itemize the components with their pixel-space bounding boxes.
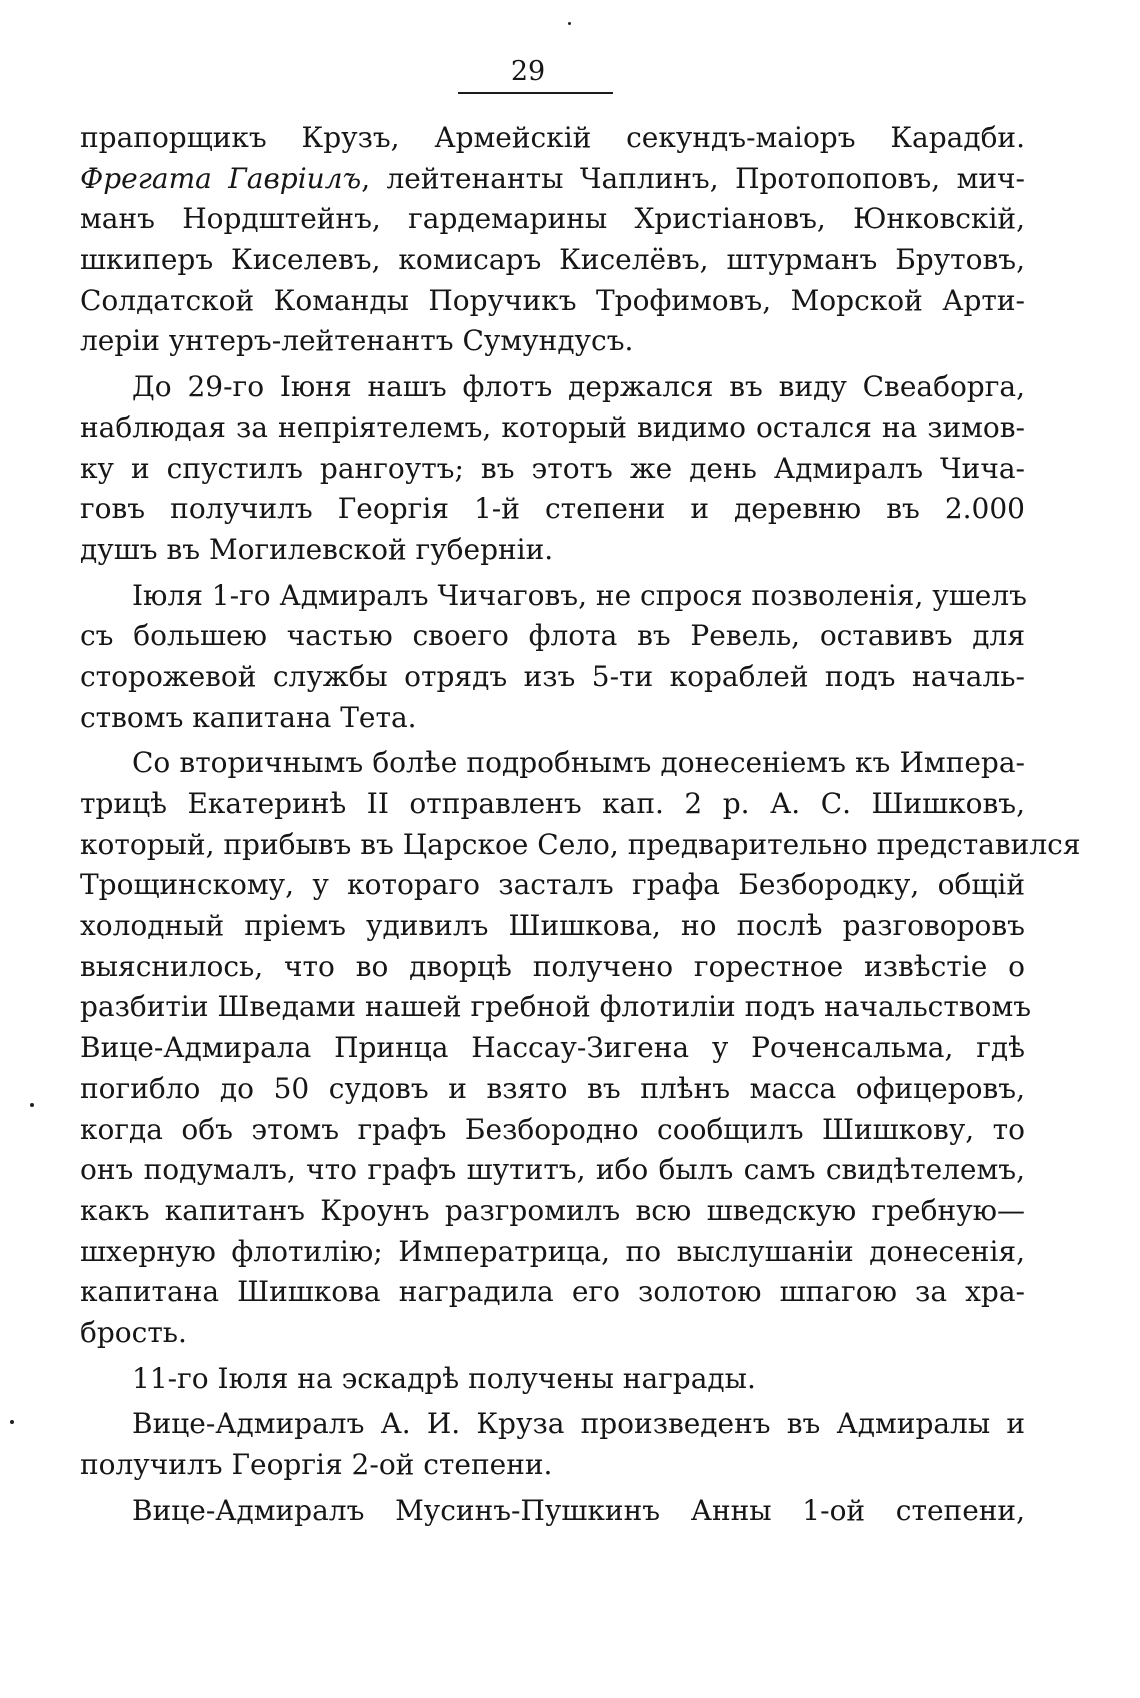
text-line	[80, 1491, 1025, 1532]
paragraph	[80, 367, 1025, 570]
line-text: шхерную флотилію; Императрица, по выслушаніи донесенія,	[80, 1234, 1025, 1268]
text-line	[80, 321, 1025, 362]
text-line	[80, 159, 1025, 200]
line-text: получилъ Георгія 2-ой степени.	[80, 1448, 553, 1481]
line-text: сторожевой службы отрядъ изъ 5-ти кораблей подъ началь-	[80, 659, 1025, 693]
text-line	[80, 1445, 1025, 1486]
page-number: 29	[510, 56, 546, 87]
line-text: манъ Нордштейнъ, гардемарины Христіановъ, Юнковскій,	[80, 202, 1025, 236]
paragraph	[80, 1404, 1025, 1485]
paragraph	[80, 1491, 1025, 1532]
text-line	[80, 489, 1025, 530]
line-text: холодный пріемъ удивилъ Шишкова, но послѣ разговоровъ	[80, 909, 1025, 943]
text-line	[80, 825, 1081, 866]
text-line	[80, 947, 1025, 988]
text-line	[80, 865, 1025, 906]
text-line	[80, 1359, 1025, 1400]
line-text: говъ получилъ Георгія 1-й степени и деревню въ 2.000	[80, 492, 1025, 526]
text-line	[80, 743, 1025, 784]
text-line	[80, 1313, 1025, 1354]
line-text: Іюля 1-го Адмиралъ Чичаговъ, не спрося позволенія, ушелъ	[132, 578, 1027, 612]
line-text: погибло до 50 судовъ и взято въ плѣнъ масса офицеровъ,	[80, 1071, 1025, 1105]
line-text: выяснилось, что во дворцѣ получено горестное извѣстіе о	[80, 949, 1025, 983]
text-line	[80, 1191, 1025, 1232]
line-text: Солдатской Команды Поручикъ Трофимовъ, Морской Арти-	[80, 283, 1025, 317]
line-text: Трощинскому, у котораго засталъ графа Безбородку, общій	[80, 868, 1025, 902]
page-number-rule	[458, 92, 613, 94]
text-line	[80, 281, 1025, 322]
body-text	[80, 118, 1081, 1531]
text-line	[80, 1232, 1025, 1273]
line-text: когда объ этомъ графъ Безбородно сообщилъ Шишкову, то	[80, 1112, 1025, 1146]
line-text: трицѣ Екатеринѣ II отправленъ кап. 2 р. А. С. Шишковъ,	[80, 787, 1025, 820]
text-line	[80, 784, 1025, 825]
text-line	[80, 1272, 1025, 1313]
line-text: онъ подумалъ, что графъ шутитъ, ибо былъ самъ свидѣтелемъ,	[80, 1153, 1025, 1187]
line-text: ствомъ капитана Тета.	[80, 700, 417, 734]
line-text: прапорщикъ Крузъ, Армейскій секундъ-маіоръ Карадби.	[80, 121, 1025, 154]
text-line	[80, 530, 1025, 571]
line-text: Вице-Адмиралъ Мусинъ-Пушкинъ Анны 1-ой степени,	[132, 1493, 1025, 1527]
line-text: разбитіи Шведами нашей гребной флотиліи подъ начальствомъ	[80, 990, 1032, 1024]
text-line	[80, 987, 1032, 1028]
paragraph	[80, 118, 1025, 362]
print-speck	[10, 1420, 14, 1424]
text-line	[80, 616, 1025, 657]
text-line	[80, 576, 1025, 617]
text-line	[80, 118, 1025, 159]
text-line	[80, 657, 1025, 698]
paragraph	[80, 743, 1081, 1353]
text-line	[80, 367, 1025, 408]
paragraph	[80, 576, 1025, 739]
line-text: Вице-Адмиралъ А. И. Круза произведенъ въ Адмиралы и	[132, 1407, 1025, 1441]
line-text: душъ въ Могилевской губерніи.	[80, 532, 554, 566]
line-text: шкиперъ Киселевъ, комисаръ Киселёвъ, штурманъ Брутовъ,	[80, 243, 1025, 277]
text-line	[80, 1069, 1025, 1110]
print-speck	[568, 22, 571, 25]
line-text: брость.	[80, 1315, 187, 1349]
line-text: 11-го Іюля на эскадрѣ получены награды.	[132, 1361, 756, 1395]
text-line	[80, 1150, 1025, 1191]
paragraph	[80, 1359, 1025, 1400]
line-text: съ большею частью своего флота въ Ревель, оставивъ для	[80, 619, 1025, 653]
line-text: Вице-Адмирала Принца Нассау-Зигена у Роченсальма, гдѣ	[80, 1031, 1025, 1065]
line-text: какъ капитанъ Кроунъ разгромилъ всю шведскую гребную—	[80, 1193, 1025, 1227]
text-line	[80, 906, 1025, 947]
text-line	[80, 449, 1025, 490]
line-text: капитана Шишкова наградила его золотою шпагою за хра-	[80, 1275, 1025, 1309]
print-speck	[30, 1103, 34, 1107]
line-text: который, прибывъ въ Царское Село, предварительно представился	[80, 827, 1081, 861]
text-line	[80, 1404, 1025, 1445]
text-line	[80, 1110, 1025, 1151]
line-text: До 29-го Іюня нашъ флотъ держался въ виду Свеаборга,	[132, 370, 1025, 404]
text-line	[80, 240, 1025, 281]
line-text: Со вторичнымъ болѣе подробнымъ донесеніемъ къ Импера-	[132, 746, 1025, 780]
ship-name: Фрегата Гавріилъ	[80, 161, 362, 195]
text-line	[80, 1028, 1025, 1069]
line-text: леріи унтеръ-лейтенантъ Сумундусъ.	[80, 324, 634, 358]
text-line	[80, 199, 1025, 240]
text-line	[80, 408, 1025, 449]
line-text: ку и спустилъ рангоутъ; въ этотъ же день Адмиралъ Чича-	[80, 451, 1025, 485]
line-text: наблюдая за непріятелемъ, который видимо остался на зимов-	[80, 410, 1025, 444]
line-text: Фрегата Гавріилъ, лейтенанты Чаплинъ, Протопоповъ, мич-	[80, 161, 1025, 195]
text-line	[80, 698, 1025, 739]
